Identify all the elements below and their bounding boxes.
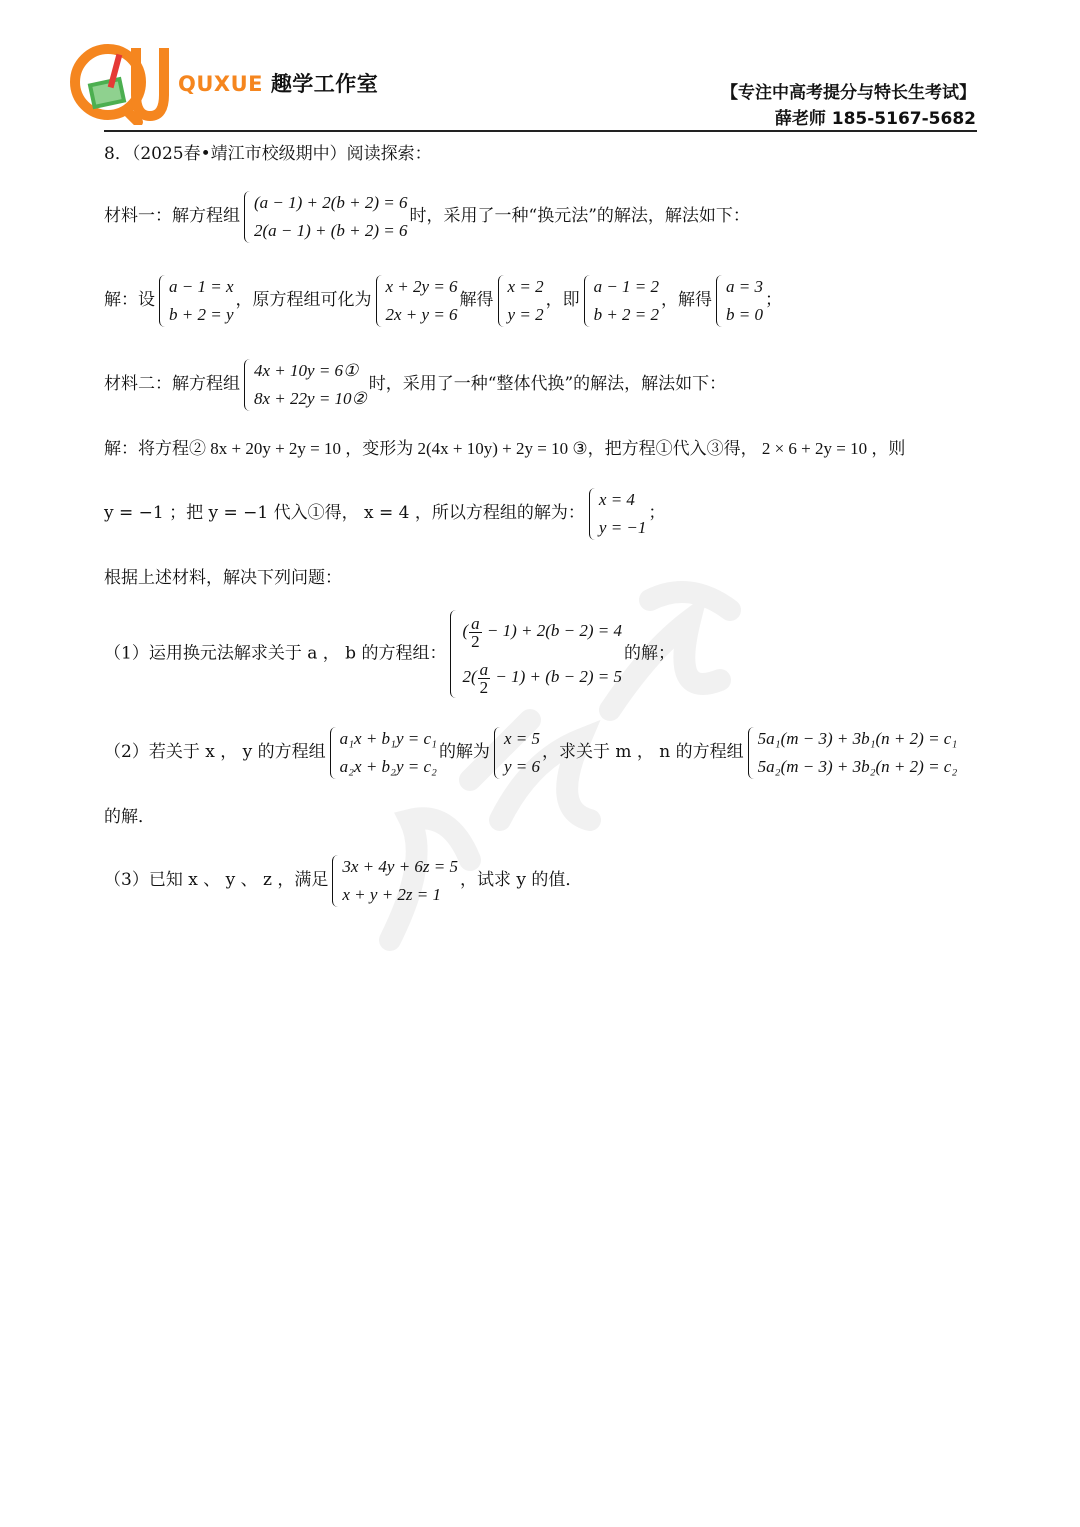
header-divider <box>104 130 977 132</box>
task-3-eq2: x + y + 2z = 1 <box>342 884 442 904</box>
task-1-eq1-fraction <box>469 615 482 650</box>
solution-1-new1: x + 2y = 6 <box>385 276 458 296</box>
brand-name-cn: 趣学工作室 <box>270 72 379 96</box>
task-1 <box>104 608 675 700</box>
task-3-a: （3）已知 x 、 y 、 z ，满足 <box>104 870 329 890</box>
task-2-sol1: x = 5 <box>503 728 540 748</box>
solution-1-xy2: y = 2 <box>507 304 544 324</box>
task-1-eq2-frac-num: a <box>479 659 489 679</box>
question-title: 8．（2025春•靖江市校级期中）阅读探索： <box>104 144 432 164</box>
solution-1-f: ； <box>765 290 783 310</box>
task-1-eq2-open: 2( <box>462 667 477 686</box>
task-2-new2: 5a₂(m − 3) + 3b₂(n + 2) = c₂ <box>757 756 958 776</box>
material-2-eq2: 8x + 22y = 10② <box>254 388 367 408</box>
material-1-prefix: 材料一：解方程组 <box>104 206 240 226</box>
solution-1-xy1: x = 2 <box>507 276 544 296</box>
material-2-system <box>242 357 367 413</box>
qu-logo-icon <box>68 40 178 125</box>
solution-1-ab <box>582 273 659 329</box>
task-1-eq1-frac-num: a <box>471 613 480 633</box>
task-1-b: 的解； <box>624 643 675 664</box>
solution-1-ab1: a − 1 = 2 <box>593 276 660 296</box>
solution-1-new2: 2x + y = 6 <box>385 304 458 324</box>
brand-name-en: QUXUE <box>178 72 263 96</box>
solution-1-result <box>714 273 763 329</box>
solution-1-sub1: a − 1 = x <box>169 276 234 296</box>
task-3-system <box>330 853 458 909</box>
solution-2-solution <box>587 486 647 542</box>
task-1-eq2 <box>462 654 622 700</box>
task-2-solution <box>492 725 540 781</box>
solution-1-b: ，原方程组可化为 <box>235 290 372 310</box>
solution-1-ab2: b + 2 = 2 <box>593 304 660 324</box>
material-2 <box>104 356 726 413</box>
material-1-system <box>242 189 408 245</box>
task-intro: 根据上述材料，解决下列问题： <box>104 568 342 588</box>
task-2-sys1: a₁x + b₁y = c₁ <box>339 728 437 748</box>
task-2-new-system <box>746 725 958 781</box>
solution-1-xy <box>496 273 544 329</box>
task-1-eq1-frac-den: 2 <box>471 631 480 651</box>
brand-name <box>178 68 378 98</box>
task-3 <box>104 852 582 909</box>
header-contact-block <box>721 80 976 132</box>
solution-1-new-system <box>374 273 458 329</box>
solution-2-line-2-end: ； <box>648 503 666 523</box>
solution-2-line-1-text: 解：将方程② 8x + 20y + 2y = 10 ，变形为 2(4x + 10y) + 2y = 10 ③，把方程①代入③得， 2 × 6 + 2y = 10 ，则 <box>104 439 906 458</box>
solution-2-line-1 <box>104 438 905 460</box>
solution-1-c: 解得 <box>459 290 494 310</box>
solution-2-line-2 <box>104 485 665 542</box>
task-1-eq2-frac-den: 2 <box>479 677 489 697</box>
solution-1-e: ，解得 <box>661 290 713 310</box>
task-1-eq1 <box>462 608 622 654</box>
material-1-eq2: 2(a − 1) + (b + 2) = 6 <box>254 220 408 240</box>
solution-1 <box>104 272 782 329</box>
task-2-c: ，求关于 m ， n 的方程组 <box>541 742 744 762</box>
solution-1-substitution <box>157 273 234 329</box>
solution-1-d: ，即 <box>545 290 580 310</box>
task-3-b: ，试求 y 的值． <box>460 870 583 890</box>
material-1-eq1: (a − 1) + 2(b + 2) = 6 <box>254 192 408 212</box>
task-1-eq1-rest: − 1) + 2(b − 2) = 4 <box>482 621 622 640</box>
header-contact: 薛老师 185-5167-5682 <box>774 109 976 129</box>
task-2-sys2: a₂x + b₂y = c₂ <box>339 756 437 776</box>
task-1-eq1-open: ( <box>462 621 469 640</box>
solution-2-line-2-text: y = −1 ；把 y = −1 代入①得， x = 4 ，所以方程组的解为： <box>104 503 585 523</box>
task-2-b: 的解为 <box>438 742 490 762</box>
material-2-suffix: 时，采用了一种“整体代换”的解法，解法如下： <box>368 374 727 394</box>
solution-1-res1: a = 3 <box>726 276 764 296</box>
task-2-end: 的解． <box>104 807 155 827</box>
task-1-system <box>448 608 622 700</box>
material-2-eq1: 4x + 10y = 6① <box>254 360 359 380</box>
solution-2-sol1: x = 4 <box>598 489 635 509</box>
solution-1-a: 解：设 <box>104 290 155 310</box>
task-1-eq2-fraction <box>478 661 491 696</box>
material-2-prefix: 材料二：解方程组 <box>104 374 240 394</box>
header-slogan: 【专注中高考提分与特长生考试】 <box>721 83 976 103</box>
task-2-a: （2）若关于 x ， y 的方程组 <box>104 742 326 762</box>
task-1-eq2-rest: − 1) + (b − 2) = 5 <box>491 667 622 686</box>
solution-1-res2: b = 0 <box>726 304 764 324</box>
solution-2-sol2: y = −1 <box>598 517 647 537</box>
material-1-suffix: 时，采用了一种“换元法”的解法，解法如下： <box>409 206 750 226</box>
task-1-a: （1）运用换元法解求关于 a ， b 的方程组： <box>104 643 447 664</box>
solution-1-sub2: b + 2 = y <box>169 304 234 324</box>
task-2-new1: 5a₁(m − 3) + 3b₁(n + 2) = c₁ <box>757 728 958 748</box>
task-3-eq1: 3x + 4y + 6z = 5 <box>342 856 459 876</box>
task-2 <box>104 724 959 781</box>
material-1 <box>104 188 750 245</box>
task-2-sol2: y = 6 <box>503 756 540 776</box>
task-2-system <box>328 725 437 781</box>
